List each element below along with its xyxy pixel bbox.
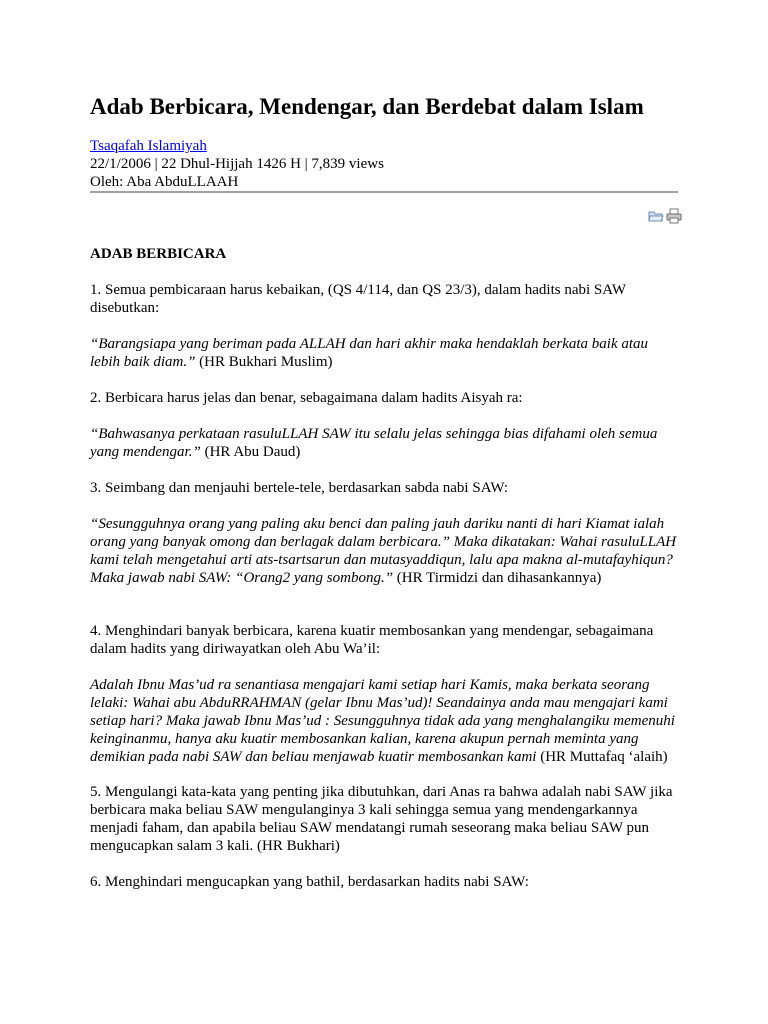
quote-2-ref: (HR Abu Daud) xyxy=(200,444,301,460)
folder-icon[interactable] xyxy=(648,208,664,226)
paragraph-4: 4. Menghindari banyak berbicara, karena kuatir membosankan yang mendengar, sebagaimana dalam hadits yang diriwayatkan oleh Abu Wa’il: xyxy=(90,623,654,657)
article-tools xyxy=(648,208,682,226)
quote-3 xyxy=(90,515,680,587)
quote-2 xyxy=(90,425,680,461)
paragraph-6: 6. Menghindari mengucapkan yang bathil, berdasarkan hadits nabi SAW: xyxy=(90,874,529,890)
quote-4 xyxy=(90,676,680,766)
section-heading: ADAB BERBICARA xyxy=(90,246,227,262)
paragraph-5: 5. Mengulangi kata-kata yang penting jika dibutuhkan, dari Anas ra bahwa adalah nabi SAW jika berbicara maka beliau SAW mengulanginya 3 kali sehingga semua yang mendengarkannya menjadi faham, dan apabila beliau SAW mendatangi rumah seseorang maka beliau SAW pun mengucapkan salam 3 kali. (HR Bukhari) xyxy=(90,784,673,854)
category-link[interactable]: Tsaqafah Islamiyah xyxy=(90,138,207,154)
quote-1 xyxy=(90,335,680,371)
header-divider xyxy=(90,191,678,193)
quote-4-text: Adalah Ibnu Mas’ud ra senantiasa mengajari kami setiap hari Kamis, maka berkata seorang lelaki: Wahai abu AbduRRAHMAN (gelar Ibnu Mas’ud)! Seandainya anda mau mengajari kami setiap hari? Maka jawab Ibnu Mas’ud : Sesungguhnya tidak ada yang menghalangiku memenuhi keinginanmu, hanya aku kuatir membosankan kalian, karena akupun pernah meminta yang demikian pada nabi SAW dan beliau menjawab kuatir membosankan kami xyxy=(90,677,675,765)
quote-1-ref: (HR Bukhari Muslim) xyxy=(195,354,333,370)
article-meta xyxy=(90,137,680,191)
quote-4-ref: (HR Muttafaq ‘alaih) xyxy=(536,749,668,765)
paragraph-1: 1. Semua pembicaraan harus kebaikan, (QS 4/114, dan QS 23/3), dalam hadits nabi SAW disebutkan: xyxy=(90,282,626,316)
author-line: Oleh: Aba AbduLLAAH xyxy=(90,174,239,190)
quote-1-text: “Barangsiapa yang beriman pada ALLAH dan hari akhir maka hendaklah berkata baik atau lebih baik diam.” xyxy=(90,336,649,370)
printer-icon[interactable] xyxy=(666,208,682,226)
paragraph-3: 3. Seimbang dan menjauhi bertele-tele, berdasarkan sabda nabi SAW: xyxy=(90,480,509,496)
article-title: Adab Berbicara, Mendengar, dan Berdebat dalam Islam xyxy=(90,94,644,119)
paragraph-2: 2. Berbicara harus jelas dan benar, sebagaimana dalam hadits Aisyah ra: xyxy=(90,390,523,406)
quote-3-text: “Sesungguhnya orang yang paling aku benci dan paling jauh dariku nanti di hari Kiamat ialah orang yang banyak omong dan berlagak dalam berbicara.” Maka dikatakan: Wahai rasuluLLAH kami telah mengetahui arti ats-tsartsarun dan mutasyaddiqun, lalu apa makna al-mutafayhiqun? Maka jawab nabi SAW: “Orang2 yang sombong.” xyxy=(90,516,677,586)
date-views-line: 22/1/2006 | 22 Dhul-Hijjah 1426 H | 7,839 views xyxy=(90,156,384,172)
quote-2-text: “Bahwasanya perkataan rasuluLLAH SAW itu selalu jelas sehingga bias difahami oleh semua yang mendengar.” xyxy=(90,426,658,460)
quote-3-ref: (HR Tirmidzi dan dihasankannya) xyxy=(393,570,602,586)
